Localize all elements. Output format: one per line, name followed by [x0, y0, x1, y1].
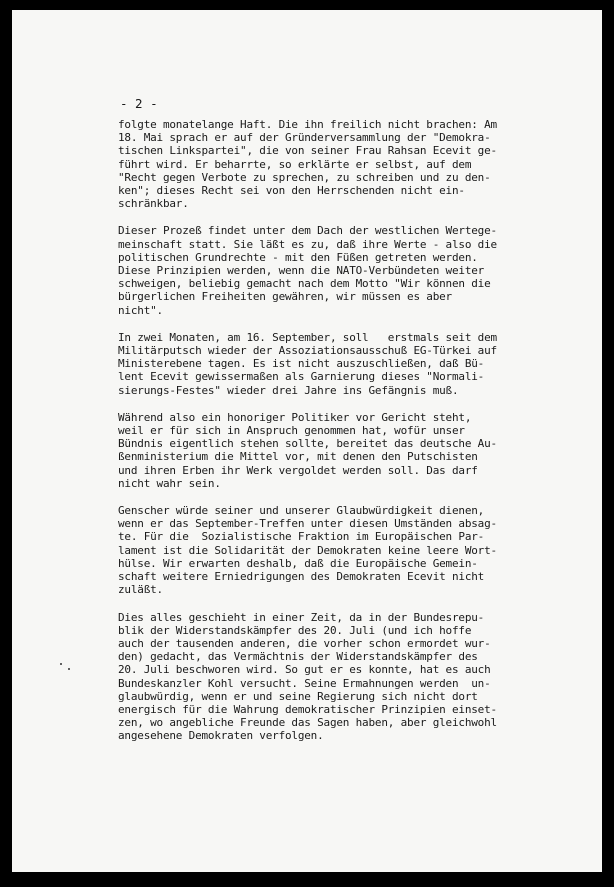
text-line: lament ist die Solidarität der Demokraten keine leere Wort- [118, 543, 497, 557]
text-line: nicht". [118, 303, 163, 317]
paragraph-6 [118, 611, 558, 743]
text-line: 18. Mai sprach er auf der Gründerversammlung der "Demokra- [118, 131, 491, 145]
text-line: schweigen, beliebig gemacht nach dem Motto "Wir können die [118, 277, 491, 291]
text-line: schaft weitere Erniedrigungen des Demokraten Ecevit nicht [118, 570, 485, 584]
text-line: sierungs-Festes" wieder drei Jahre ins Gefängnis muß. [118, 383, 459, 397]
text-line: weil er für sich in Anspruch genommen hat, wofür unser [118, 424, 465, 438]
text-line: hülse. Wir erwarten deshalb, daß die Europäische Gemein- [118, 556, 478, 570]
paragraph-1 [118, 118, 558, 210]
document-page [12, 10, 602, 872]
text-line: 20. Juli beschworen wird. So gut er es konnte, hat es auch [118, 663, 491, 677]
text-line: Während also ein honoriger Politiker vor Gericht steht, [118, 410, 472, 424]
paragraph-3 [118, 331, 558, 397]
text-line: blik der Widerstandskämpfer des 20. Juli (und ich hoffe [118, 623, 472, 637]
text-line: "Recht gegen Verbote zu sprechen, zu schreiben und zu den- [118, 170, 491, 184]
body-text [118, 118, 558, 757]
text-line: angesehene Demokraten verfolgen. [118, 729, 324, 743]
text-line: te. Für die Sozialistische Fraktion im Europäischen Par- [118, 530, 485, 544]
text-line: führt wird. Er beharrte, so erklärte er selbst, auf dem [118, 157, 472, 171]
paragraph-4 [118, 411, 558, 490]
text-line: zuläßt. [118, 583, 163, 597]
text-line: Dieser Prozeß findet unter dem Dach der westlichen Wertege- [118, 224, 497, 238]
text-line: Ministerebene tagen. Es ist nicht auszuschließen, daß Bü- [118, 357, 485, 371]
text-line: meinschaft statt. Sie läßt es zu, daß ihre Werte - also die [118, 237, 497, 251]
text-line: den) gedacht, das Vermächtnis der Widerstandskämpfer des [118, 650, 478, 664]
text-line: In zwei Monaten, am 16. September, soll erstmals seit dem [118, 330, 497, 344]
text-line: und ihren Erben ihr Werk vergoldet werden soll. Das darf [118, 463, 478, 477]
page-number: - 2 - [120, 96, 158, 111]
text-line: Bundeskanzler Kohl versucht. Seine Ermahnungen werden un- [118, 676, 491, 690]
text-line: schränkbar. [118, 197, 189, 211]
text-line: Bündnis eigentlich stehen sollte, bereitet das deutsche Au- [118, 437, 497, 451]
text-line: wenn er das September-Treffen unter diesen Umständen absag- [118, 517, 497, 531]
scan-speck [60, 663, 62, 665]
text-line: energisch für die Wahrung demokratischer Prinzipien einset- [118, 702, 497, 716]
text-line: bürgerlichen Freiheiten gewähren, wir müssen es aber [118, 290, 452, 304]
text-line: Diese Prinzipien werden, wenn die NATO-Verbündeten weiter [118, 264, 485, 278]
text-line: Genscher würde seiner und unserer Glaubwürdigkeit dienen, [118, 504, 485, 518]
text-line: tischen Linkspartei", die von seiner Frau Rahsan Ecevit ge- [118, 144, 497, 158]
text-line: nicht wahr sein. [118, 476, 221, 490]
text-line: ßenministerium die Mittel vor, mit denen den Putschisten [118, 450, 478, 464]
text-line: folgte monatelange Haft. Die ihn freilich nicht brachen: Am [118, 118, 497, 131]
paragraph-2 [118, 224, 558, 316]
text-line: politischen Grundrechte - mit den Füßen getreten werden. [118, 250, 478, 264]
scan-speck [68, 668, 70, 670]
text-line: auch der tausenden anderen, die vorher schon ermordet wur- [118, 636, 491, 650]
text-line: Dies alles geschieht in einer Zeit, da in der Bundesrepu- [118, 610, 485, 624]
text-line: glaubwürdig, wenn er und seine Regierung sich nicht dort [118, 689, 478, 703]
text-line: Militärputsch wieder der Assoziationsausschuß EG-Türkei auf [118, 344, 497, 358]
paragraph-5 [118, 504, 558, 596]
text-line: ken"; dieses Recht sei von den Herrschenden nicht ein- [118, 184, 465, 198]
text-line: lent Ecevit gewissermaßen als Garnierung dieses "Normali- [118, 370, 485, 384]
text-line: zen, wo angebliche Freunde das Sagen haben, aber gleichwohl [118, 716, 497, 730]
